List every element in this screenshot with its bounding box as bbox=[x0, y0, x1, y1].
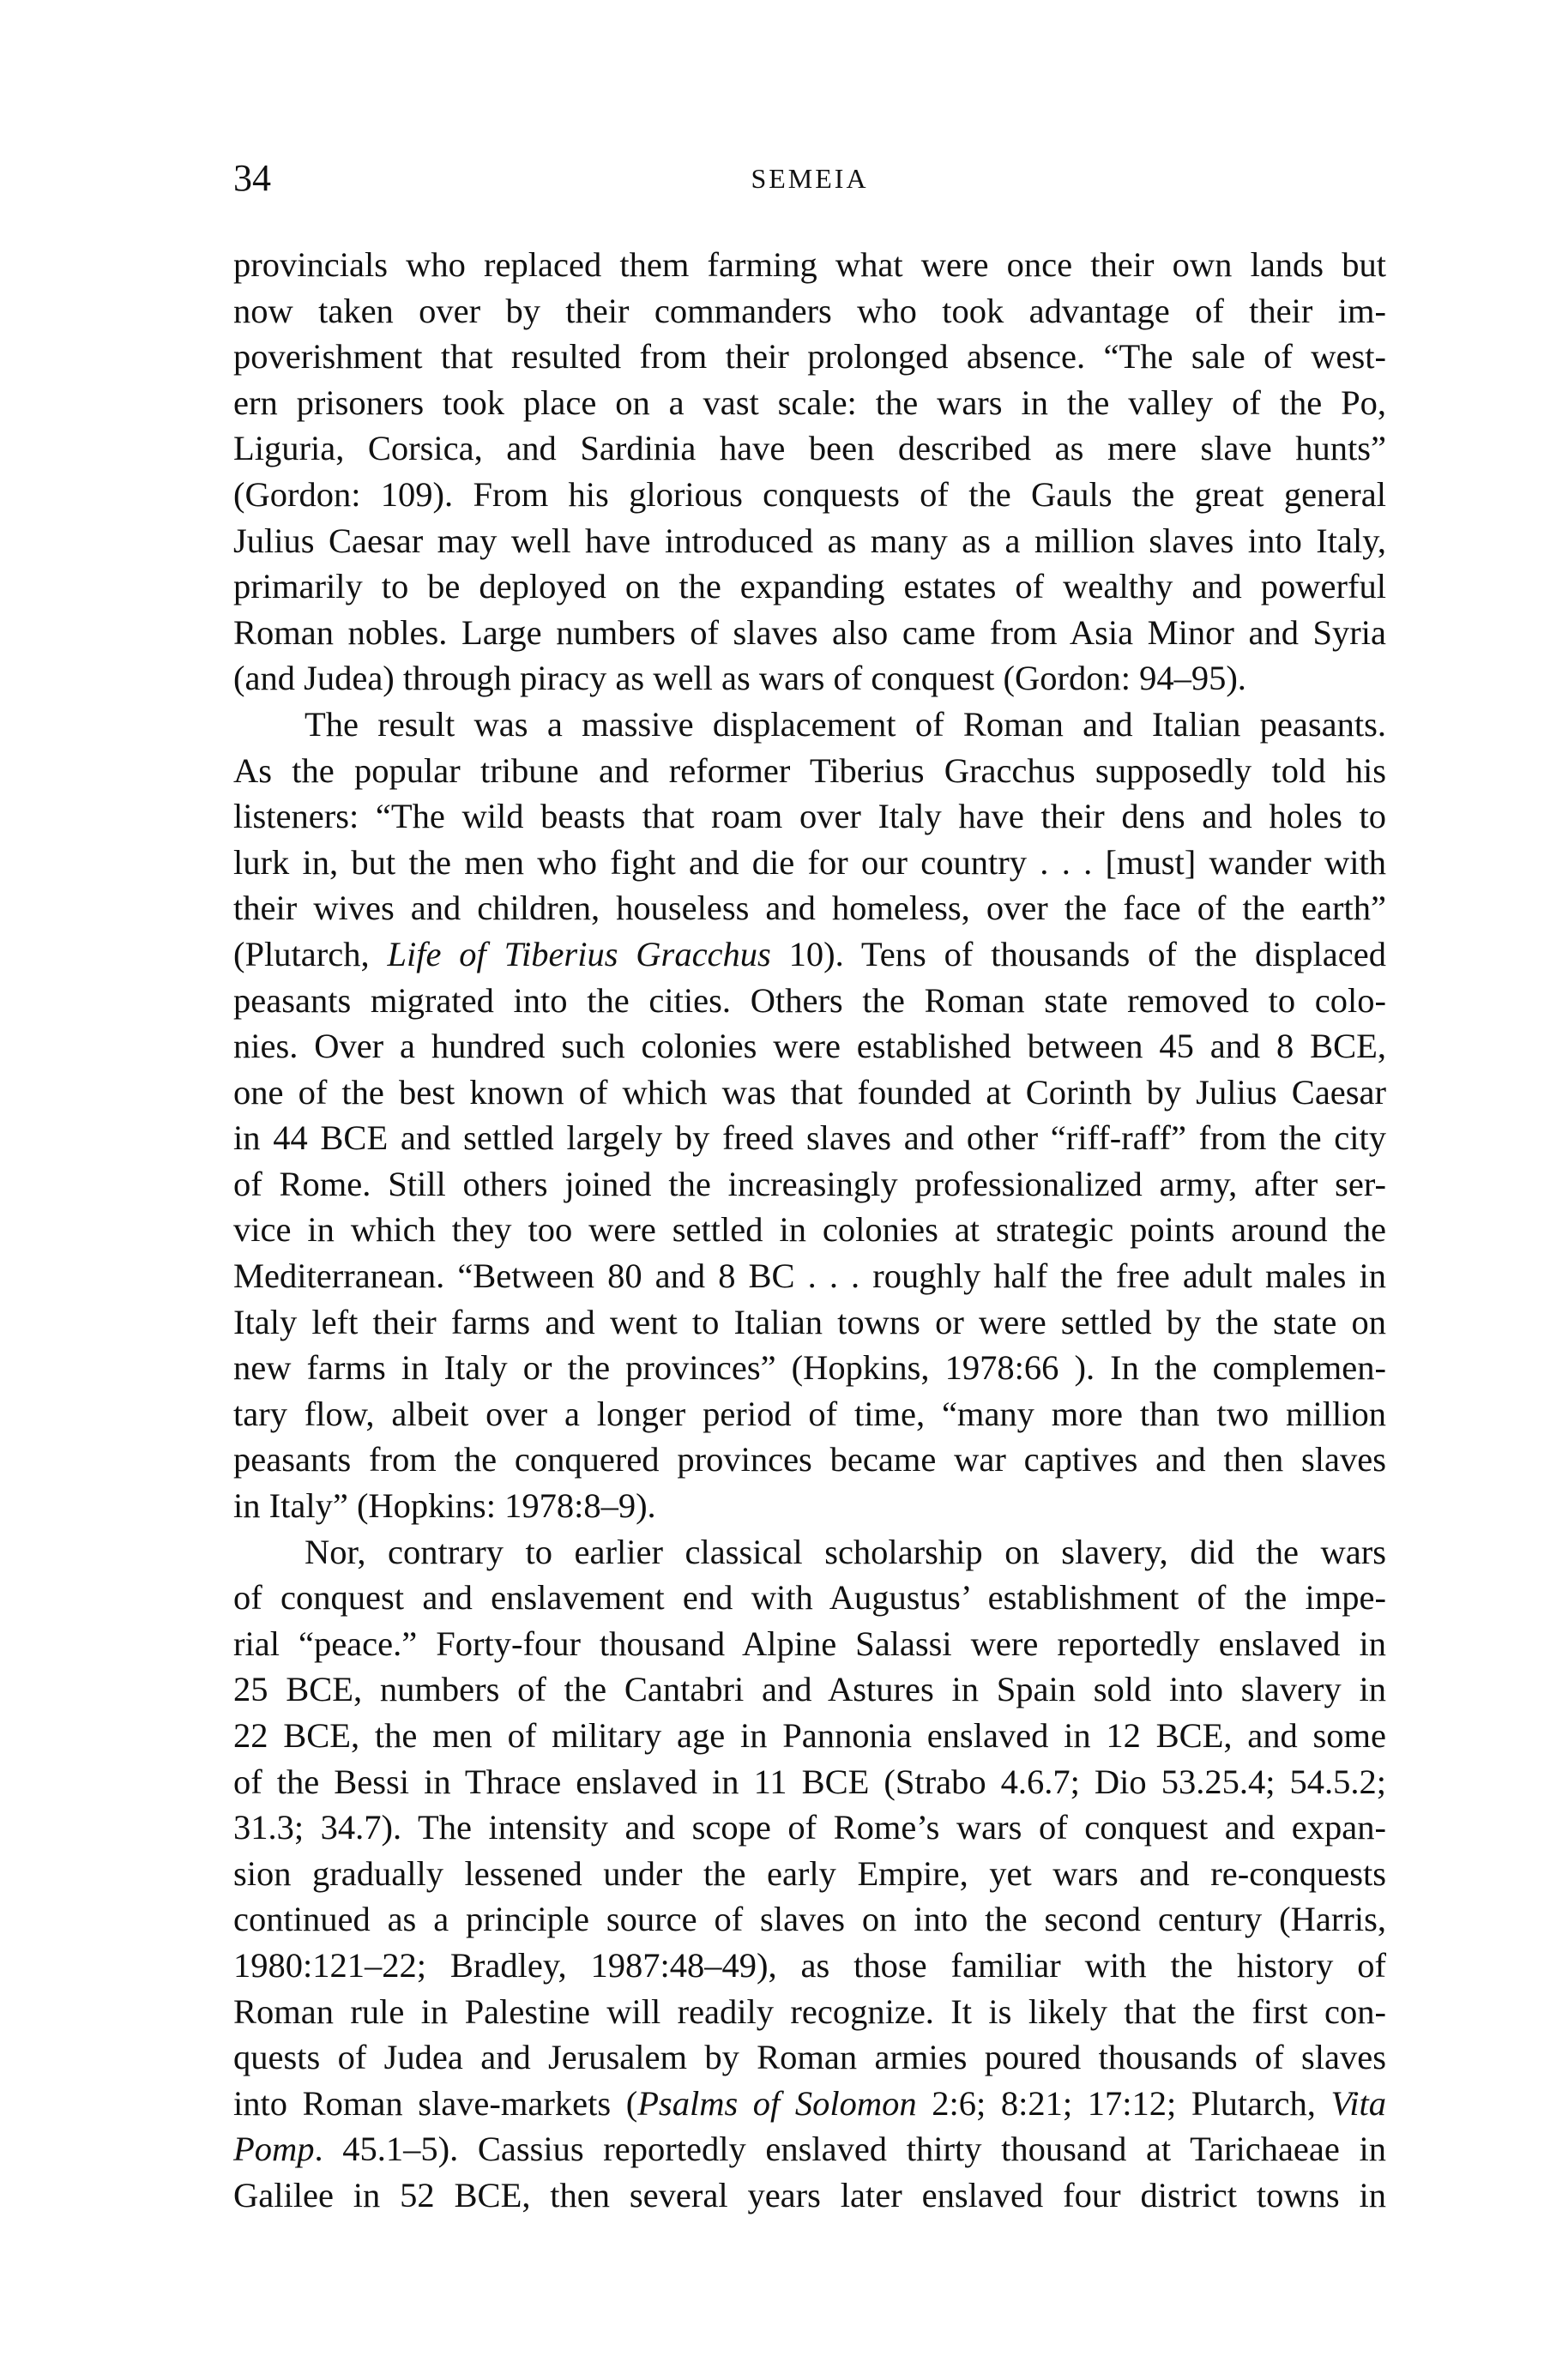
text-segment: 2:6; 8:21; 17:12; Plutarch, bbox=[916, 2083, 1331, 2123]
text-line: of Rome. Still others joined the increasingly professionalized army, after ser- bbox=[233, 1164, 1386, 1203]
text-line: lurk in, but the men who fight and die for our country . . . [must] wander with bbox=[233, 842, 1386, 882]
text-line: As the popular tribune and reformer Tiberius Gracchus supposedly told his bbox=[233, 750, 1386, 790]
text-line: tary flow, albeit over a longer period of time, “many more than two million bbox=[233, 1394, 1386, 1433]
text-segment: 10). Tens of thousands of the displaced bbox=[770, 934, 1386, 973]
text-line: continued as a principle source of slaves on into the second century (Harris, bbox=[233, 1900, 1386, 1939]
text-line: peasants from the conquered provinces became war captives and then slaves bbox=[233, 1440, 1386, 1479]
body-text bbox=[233, 242, 1386, 2219]
italic-title: Pomp bbox=[233, 2130, 315, 2169]
text-line: 31.3; 34.7). The intensity and scope of Rome’s wars of conquest and expan- bbox=[233, 1808, 1386, 1847]
text-line: (Gordon: 109). From his glorious conquests of the Gauls the great general bbox=[233, 474, 1386, 514]
text-line: 22 BCE, the men of military age in Pannonia enslaved in 12 BCE, and some bbox=[233, 1716, 1386, 1755]
text-line: Italy left their farms and went to Italian towns or were settled by the state on bbox=[233, 1302, 1386, 1341]
text-line: peasants migrated into the cities. Others the Roman state removed to colo- bbox=[233, 980, 1386, 1020]
text-line: in Italy” (Hopkins: 1978:8–9). bbox=[233, 1486, 656, 1526]
text-line bbox=[233, 2126, 1386, 2172]
text-line: 25 BCE, numbers of the Cantabri and Astures in Spain sold into slavery in bbox=[233, 1670, 1386, 1709]
text-line: one of the best known of which was that founded at Corinth by Julius Caesar bbox=[233, 1072, 1386, 1112]
text-line: new farms in Italy or the provinces” (Hopkins, 1978:66 ). In the complemen- bbox=[233, 1348, 1386, 1388]
text-line: Roman nobles. Large numbers of slaves also came from Asia Minor and Syria bbox=[233, 612, 1386, 652]
text-line: rial “peace.” Forty-four thousand Alpine Salassi were reportedly enslaved in bbox=[233, 1624, 1386, 1663]
text-line: sion gradually lessened under the early Empire, yet wars and re-conquests bbox=[233, 1853, 1386, 1893]
text-line-content: The result was a massive displacement of Roman and Italian peasants. bbox=[305, 704, 1386, 744]
text-line: in 44 BCE and settled largely by freed slaves and other “riff-raff” from the city bbox=[233, 1118, 1386, 1158]
text-line: their wives and children, houseless and homeless, over the face of the earth” bbox=[233, 889, 1386, 928]
text-line: ern prisoners took place on a vast scale: the wars in the valley of the Po, bbox=[233, 383, 1386, 422]
page-number: 34 bbox=[233, 157, 271, 199]
text-segment: . 45.1–5). Cassius reportedly enslaved thirty thousand at Tarichaeae in bbox=[314, 2130, 1386, 2169]
running-title: SEMEIA bbox=[751, 163, 869, 194]
text-line bbox=[233, 931, 1386, 978]
text-line: Roman rule in Palestine will readily recognize. It is likely that the first con- bbox=[233, 1991, 1386, 2031]
text-line: primarily to be deployed on the expanding estates of wealthy and powerful bbox=[233, 567, 1386, 606]
text-line-content: Nor, contrary to earlier classical scholarship on slavery, did the wars bbox=[305, 1532, 1386, 1571]
text-line-indented bbox=[233, 702, 1386, 748]
text-line: poverishment that resulted from their prolonged absence. “The sale of west- bbox=[233, 337, 1386, 377]
text-line: Mediterranean. “Between 80 and 8 BC . . . roughly half the free adult males in bbox=[233, 1256, 1386, 1296]
text-line: now taken over by their commanders who took advantage of their im- bbox=[233, 291, 1386, 330]
italic-title: Life of Tiberius Gracchus bbox=[387, 934, 771, 973]
running-head bbox=[233, 153, 1386, 204]
text-line: nies. Over a hundred such colonies were established between 45 and 8 BCE, bbox=[233, 1027, 1386, 1066]
text-line-indented bbox=[233, 1529, 1386, 1576]
text-line: Julius Caesar may well have introduced as many as a million slaves into Italy, bbox=[233, 521, 1386, 560]
text-line: (and Judea) through piracy as well as wars of conquest (Gordon: 94–95). bbox=[233, 659, 1246, 698]
text-line: of the Bessi in Thrace enslaved in 11 BCE (Strabo 4.6.7; Dio 53.25.4; 54.5.2; bbox=[233, 1762, 1386, 1801]
text-line: vice in which they too were settled in colonies at strategic points around the bbox=[233, 1210, 1386, 1250]
text-line: of conquest and enslavement end with Augustus’ establishment of the impe- bbox=[233, 1578, 1386, 1618]
text-line bbox=[233, 2081, 1386, 2127]
text-line: 1980:121–22; Bradley, 1987:48–49), as those familiar with the history of bbox=[233, 1945, 1386, 1985]
text-line: listeners: “The wild beasts that roam over Italy have their dens and holes to bbox=[233, 797, 1386, 836]
text-line: provincials who replaced them farming what were once their own lands but bbox=[233, 245, 1386, 284]
text-line: quests of Judea and Jerusalem by Roman armies poured thousands of slaves bbox=[233, 2038, 1386, 2077]
text-line: Galilee in 52 BCE, then several years later enslaved four district towns in bbox=[233, 2175, 1386, 2214]
italic-title: Vita bbox=[1330, 2083, 1387, 2123]
text-segment: (Plutarch, bbox=[233, 934, 388, 973]
text-line: Liguria, Corsica, and Sardinia have been described as mere slave hunts” bbox=[233, 429, 1386, 468]
italic-title: Psalms of Solomon bbox=[637, 2083, 917, 2123]
text-segment: into Roman slave-markets ( bbox=[233, 2083, 638, 2123]
